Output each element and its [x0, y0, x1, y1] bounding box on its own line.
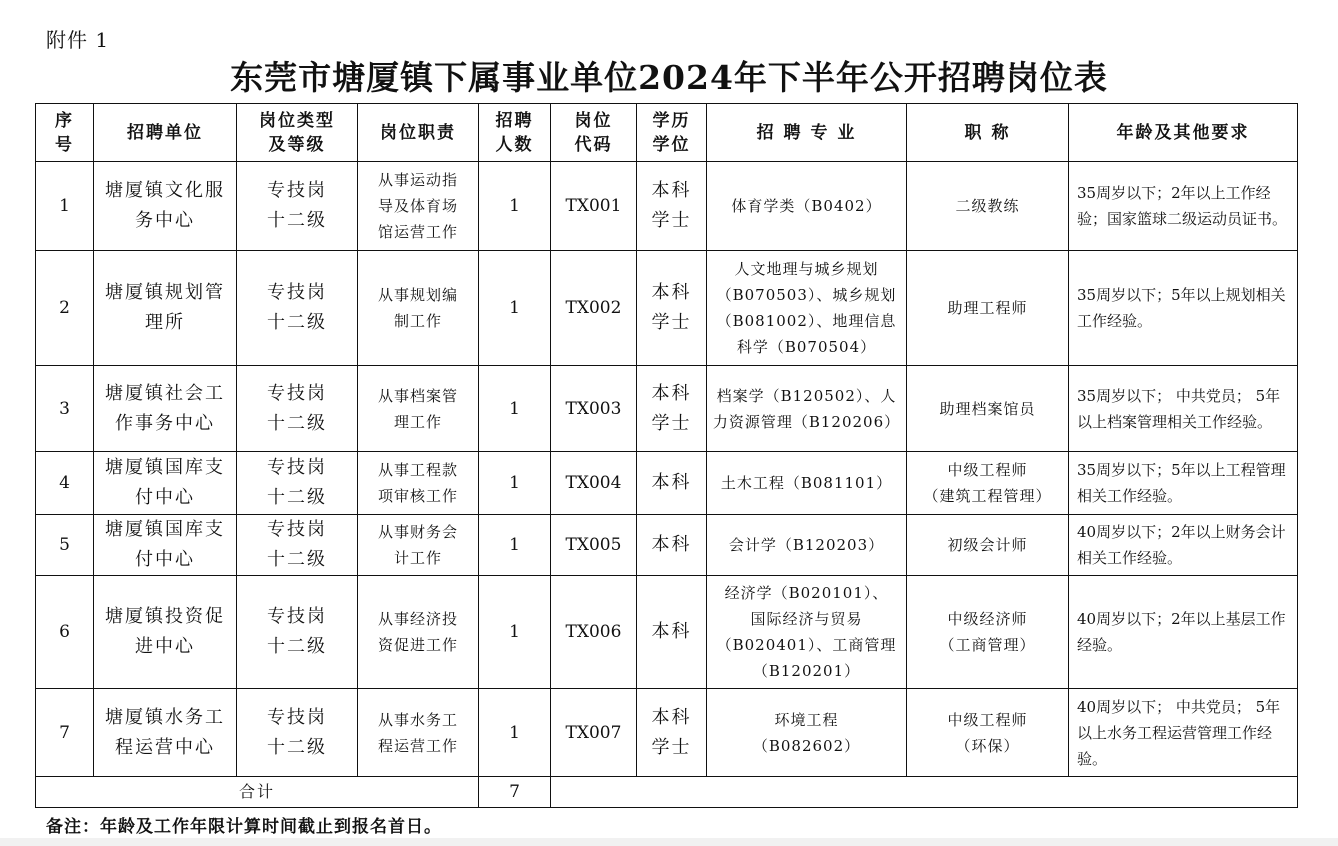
cell-count: 1: [479, 515, 551, 576]
cell-edu: [637, 576, 707, 689]
cell-line: 经济学（B020101）、: [724, 584, 889, 602]
cell-unit: [94, 251, 237, 366]
cell-line: （B070503）、城乡规划: [716, 286, 897, 304]
page-title: 东莞市塘厦镇下属事业单位2024年下半年公开招聘岗位表: [230, 58, 1108, 97]
cell-title: [907, 452, 1069, 515]
table-row: [36, 689, 1298, 777]
cell-line: 本科: [651, 534, 692, 555]
table-row: [36, 452, 1298, 515]
cell-duty: [358, 689, 479, 777]
cell-line: 程运营工作: [377, 736, 458, 755]
cell-unit: [94, 515, 237, 576]
cell-major: [707, 515, 907, 576]
cell-line: 付中心: [135, 487, 195, 508]
cell-seq: 1: [36, 162, 94, 251]
cell-edu: [637, 162, 707, 251]
cell-type: [237, 452, 358, 515]
cell-line: 专技岗: [267, 180, 327, 201]
header-title: 职 称: [907, 104, 1069, 162]
cell-type: [237, 515, 358, 576]
cell-duty: [358, 162, 479, 251]
cell-line: （建筑工程管理）: [923, 487, 1052, 505]
cell-line: 从事财务会: [377, 523, 458, 541]
cell-line: 塘厦镇投资促: [105, 606, 225, 627]
cell-requirements: 35周岁以下；5年以上工程管理相关工作经验。: [1069, 452, 1298, 515]
cell-seq: 6: [36, 576, 94, 689]
total-row: [36, 777, 1298, 808]
table-row: [36, 515, 1298, 576]
cell-code: TX003: [551, 366, 637, 452]
cell-line: 二级教练: [955, 197, 1020, 215]
table-row: [36, 162, 1298, 251]
cell-line: 塘厦镇文化服: [105, 180, 225, 201]
cell-line: 专技岗: [267, 519, 327, 540]
header-req: 年龄及其他要求: [1069, 104, 1298, 162]
cell-seq: 3: [36, 366, 94, 452]
cell-unit: [94, 366, 237, 452]
cell-line: 导及体育场: [377, 197, 458, 215]
cell-line: 学士: [651, 736, 692, 758]
cell-requirements: 40周岁以下；2年以上基层工作经验。: [1069, 576, 1298, 689]
bottom-bar: [0, 838, 1338, 846]
cell-line: 十二级: [267, 412, 327, 434]
cell-type: [237, 251, 358, 366]
cell-line: 专技岗: [267, 382, 327, 404]
header-code: 岗位 代码: [551, 104, 637, 162]
header-seq: 序 号: [36, 104, 94, 162]
cell-line: 进中心: [135, 636, 195, 657]
cell-type: [237, 576, 358, 689]
cell-type: [237, 366, 358, 452]
header-type: 岗位类型 及等级: [237, 104, 358, 162]
cell-line: 初级会计师: [947, 536, 1028, 554]
cell-type: [237, 689, 358, 777]
cell-line: 中级工程师: [947, 710, 1028, 729]
cell-line: 本科: [651, 180, 692, 201]
cell-line: 专技岗: [267, 606, 327, 627]
cell-line: 塘厦镇国库支: [105, 519, 225, 540]
cell-line: 从事运动指: [377, 171, 458, 189]
cell-duty: [358, 576, 479, 689]
cell-line: 项审核工作: [377, 487, 458, 505]
cell-line: 塘厦镇国库支: [105, 457, 225, 478]
cell-line: 十二级: [267, 312, 327, 333]
cell-code: TX005: [551, 515, 637, 576]
recruitment-table: [35, 103, 1298, 808]
cell-count: 1: [479, 576, 551, 689]
cell-line: 制工作: [393, 312, 442, 330]
cell-line: 塘厦镇社会工: [105, 382, 225, 404]
cell-line: 本科: [651, 282, 692, 303]
total-label: 合计: [36, 777, 479, 808]
cell-code: TX002: [551, 251, 637, 366]
cell-line: （环保）: [955, 736, 1020, 755]
cell-requirements: 35周岁以下；2年以上工作经验；国家篮球二级运动员证书。: [1069, 162, 1298, 251]
cell-title: [907, 366, 1069, 452]
cell-code: TX007: [551, 689, 637, 777]
cell-edu: [637, 251, 707, 366]
cell-line: 中级工程师: [947, 461, 1028, 479]
cell-requirements: 40周岁以下；2年以上财务会计相关工作经验。: [1069, 515, 1298, 576]
cell-line: 理工作: [393, 412, 442, 431]
cell-unit: [94, 452, 237, 515]
cell-unit: [94, 689, 237, 777]
cell-major: [707, 452, 907, 515]
cell-title: [907, 576, 1069, 689]
cell-duty: [358, 251, 479, 366]
cell-major: [707, 251, 907, 366]
cell-major: [707, 162, 907, 251]
cell-major: [707, 689, 907, 777]
cell-edu: [637, 452, 707, 515]
cell-line: 科学（B070504）: [736, 338, 877, 356]
header-count: 招聘 人数: [479, 104, 551, 162]
cell-line: 专技岗: [267, 282, 327, 303]
cell-major: [707, 576, 907, 689]
cell-title: [907, 515, 1069, 576]
footnote: 备注：年龄及工作年限计算时间截止到报名首日。: [46, 817, 442, 837]
header-duty: 岗位职责: [358, 104, 479, 162]
header-row: [36, 104, 1298, 162]
cell-count: 1: [479, 162, 551, 251]
cell-line: 作事务中心: [115, 412, 215, 434]
cell-line: 专技岗: [267, 457, 327, 478]
cell-line: 环境工程: [774, 710, 839, 729]
cell-line: 本科: [651, 382, 692, 404]
cell-line: 档案学（B120502）、人: [716, 386, 897, 405]
cell-major: [707, 366, 907, 452]
cell-requirements: 35周岁以下； 中共党员； 5年以上档案管理相关工作经验。: [1069, 366, 1298, 452]
cell-type: [237, 162, 358, 251]
cell-count: 1: [479, 452, 551, 515]
cell-unit: [94, 162, 237, 251]
cell-line: 十二级: [267, 736, 327, 758]
total-empty: [551, 777, 1298, 808]
table-row: [36, 576, 1298, 689]
cell-line: 十二级: [267, 210, 327, 231]
cell-line: 力资源管理（B120206）: [712, 412, 901, 431]
cell-count: 1: [479, 366, 551, 452]
cell-line: 国际经济与贸易: [750, 610, 863, 628]
cell-line: 助理档案馆员: [939, 399, 1036, 418]
cell-seq: 4: [36, 452, 94, 515]
cell-code: TX006: [551, 576, 637, 689]
cell-line: 会计学（B120203）: [728, 536, 885, 554]
cell-line: 助理工程师: [947, 299, 1028, 317]
cell-line: 从事经济投: [377, 610, 458, 628]
cell-line: （B081002）、地理信息: [716, 312, 897, 330]
cell-unit: [94, 576, 237, 689]
cell-edu: [637, 689, 707, 777]
cell-seq: 5: [36, 515, 94, 576]
cell-line: 从事档案管: [377, 386, 458, 405]
cell-duty: [358, 515, 479, 576]
cell-title: [907, 689, 1069, 777]
cell-line: 学士: [651, 210, 692, 231]
cell-requirements: 35周岁以下；5年以上规划相关工作经验。: [1069, 251, 1298, 366]
cell-line: 土木工程（B081101）: [720, 474, 893, 492]
cell-line: 人文地理与城乡规划: [734, 260, 879, 278]
cell-line: 资促进工作: [377, 636, 458, 654]
cell-seq: 2: [36, 251, 94, 366]
cell-code: TX004: [551, 452, 637, 515]
cell-line: 中级经济师: [947, 610, 1028, 628]
cell-line: 程运营中心: [115, 736, 215, 758]
cell-line: 从事水务工: [377, 710, 458, 729]
cell-line: 本科: [651, 621, 692, 642]
cell-duty: [358, 366, 479, 452]
cell-line: 学士: [651, 312, 692, 333]
cell-line: 塘厦镇规划管: [105, 282, 225, 303]
cell-count: 1: [479, 251, 551, 366]
cell-line: 本科: [651, 706, 692, 728]
cell-code: TX001: [551, 162, 637, 251]
total-count: 7: [479, 777, 551, 808]
cell-line: 从事工程款: [377, 461, 458, 479]
cell-line: 付中心: [135, 549, 195, 570]
cell-edu: [637, 515, 707, 576]
cell-line: 十二级: [267, 487, 327, 508]
cell-line: 专技岗: [267, 706, 327, 728]
cell-requirements: 40周岁以下； 中共党员； 5年以上水务工程运营管理工作经验。: [1069, 689, 1298, 777]
cell-line: 理所: [145, 312, 185, 333]
header-edu: 学历 学位: [637, 104, 707, 162]
cell-edu: [637, 366, 707, 452]
cell-line: （B082602）: [752, 736, 861, 755]
cell-line: （B020401）、工商管理: [716, 636, 897, 654]
table-row: [36, 251, 1298, 366]
cell-count: 1: [479, 689, 551, 777]
cell-line: （B120201）: [752, 662, 861, 680]
cell-line: （工商管理）: [939, 636, 1036, 654]
cell-line: 十二级: [267, 636, 327, 657]
header-unit: 招聘单位: [94, 104, 237, 162]
cell-line: 馆运营工作: [377, 223, 458, 241]
cell-line: 体育学类（B0402）: [731, 197, 882, 215]
cell-line: 本科: [651, 472, 692, 493]
cell-line: 塘厦镇水务工: [105, 706, 225, 728]
cell-duty: [358, 452, 479, 515]
cell-line: 从事规划编: [377, 286, 458, 304]
cell-title: [907, 162, 1069, 251]
cell-line: 十二级: [267, 549, 327, 570]
table-row: [36, 366, 1298, 452]
attachment-label: 附件 1: [46, 28, 110, 52]
cell-title: [907, 251, 1069, 366]
cell-line: 学士: [651, 412, 692, 434]
header-major: 招 聘 专 业: [707, 104, 907, 162]
cell-seq: 7: [36, 689, 94, 777]
cell-line: 务中心: [135, 210, 195, 231]
cell-line: 计工作: [393, 549, 442, 567]
